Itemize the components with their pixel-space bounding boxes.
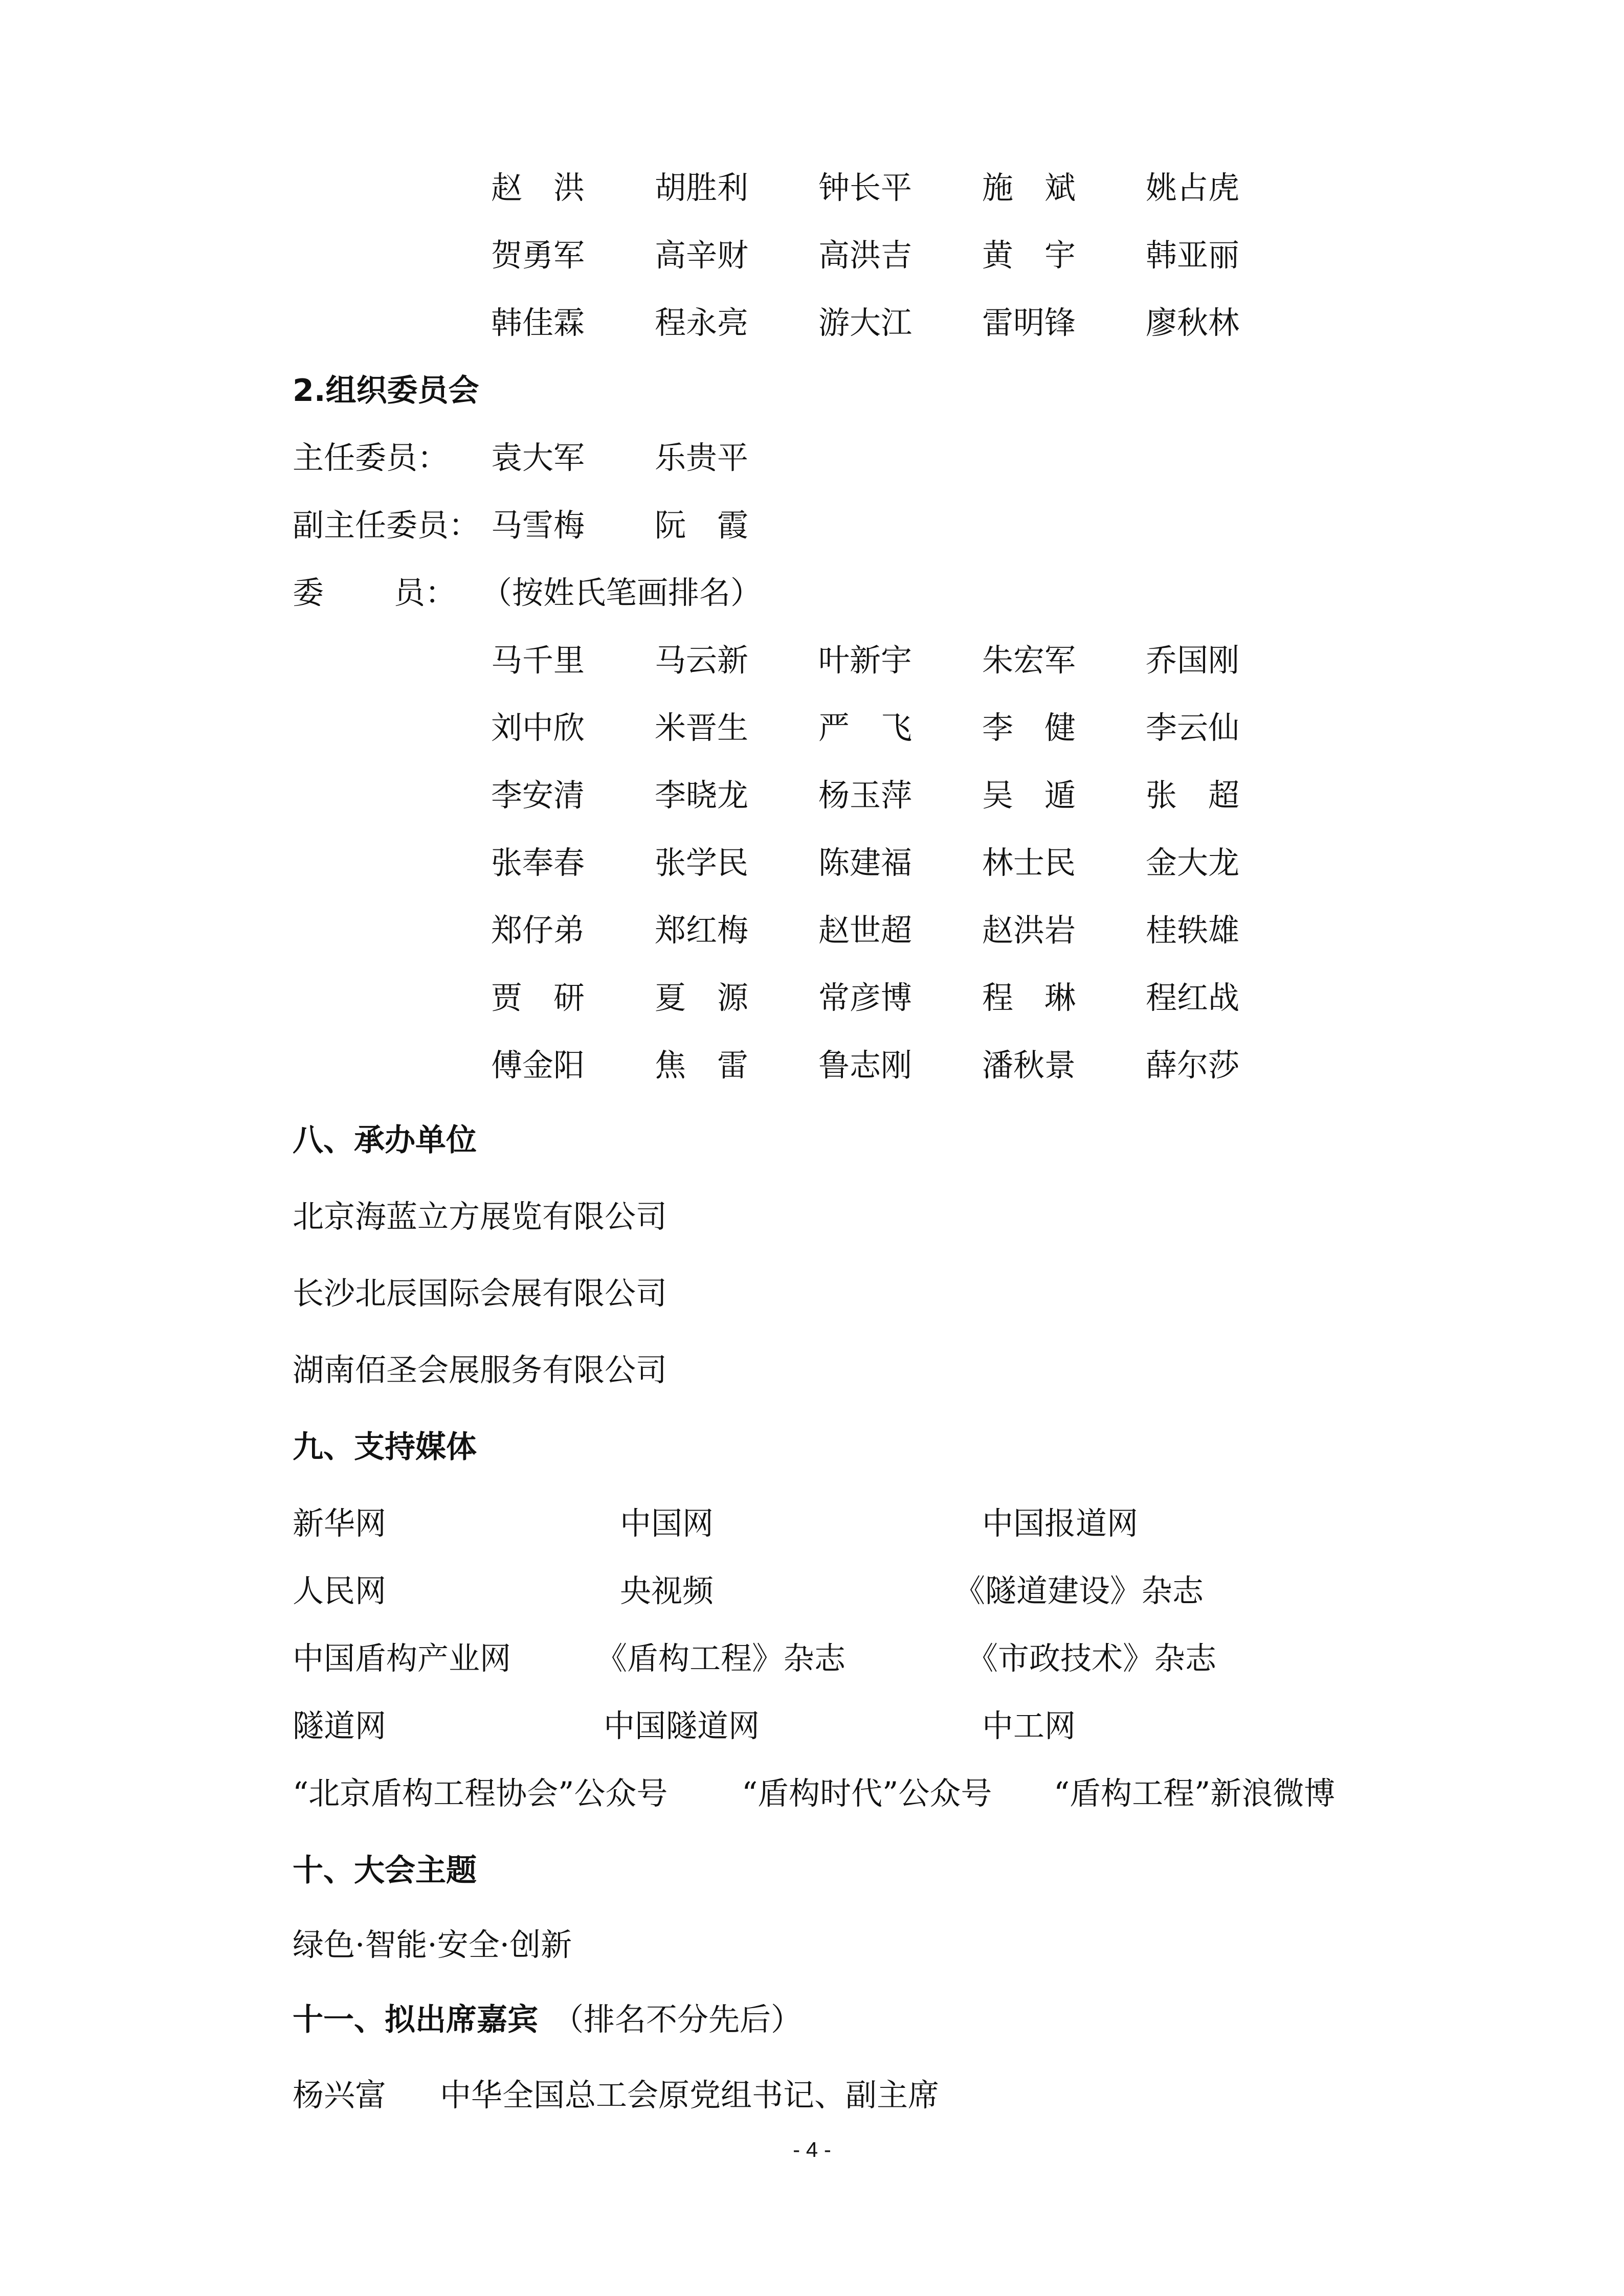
- member-name: 程 琳: [982, 980, 1076, 1016]
- member-name: 施 斌: [982, 170, 1076, 206]
- organizers-heading: [0, 1115, 1624, 1166]
- media-name: 中工网: [982, 1708, 1076, 1744]
- member-row: [0, 838, 1624, 889]
- members-label-first: 委: [293, 575, 324, 611]
- theme-heading: [0, 1845, 1624, 1896]
- theme-text: 绿色·智能·安全·创新: [293, 1927, 572, 1963]
- vice-chair-name: 阮 霞: [655, 507, 749, 544]
- member-name: 张学民: [655, 845, 749, 881]
- member-name: 朱宏军: [982, 642, 1076, 679]
- member-name: 傅金阳: [491, 1047, 585, 1084]
- vice-chair-label: 副主任委员：: [293, 507, 480, 544]
- member-name: 常彦博: [818, 980, 913, 1016]
- member-name: 李安清: [491, 777, 585, 814]
- member-name: 雷明锋: [982, 305, 1076, 341]
- committee-row: [0, 298, 1624, 349]
- media-row: [0, 1566, 1624, 1617]
- section-title: 2.组织委员会: [293, 373, 479, 409]
- member-name: 马云新: [655, 642, 749, 679]
- guest-name: 杨兴富: [293, 2077, 387, 2113]
- members-label-second: 员：: [394, 575, 457, 611]
- member-name: 李 健: [982, 710, 1076, 746]
- section-title: 九、支持媒体: [293, 1429, 477, 1465]
- organizer-name: 北京海蓝立方展览有限公司: [293, 1199, 668, 1235]
- organizer-item: [0, 1345, 1624, 1396]
- organizer-name: 长沙北辰国际会展有限公司: [293, 1275, 668, 1312]
- member-name: 姚占虎: [1146, 170, 1240, 206]
- media-name: 中国隧道网: [604, 1708, 760, 1744]
- member-name: 严 飞: [818, 710, 913, 746]
- member-name: 米晋生: [655, 710, 749, 746]
- guests-heading: [0, 1994, 1624, 2045]
- member-name: 潘秋景: [982, 1047, 1076, 1084]
- member-name: 赵 洪: [491, 170, 585, 206]
- media-name: 中国盾构产业网: [293, 1640, 511, 1677]
- chair-label: 主任委员：: [293, 440, 449, 476]
- media-row: [0, 1701, 1624, 1752]
- member-name: 郑仔弟: [491, 912, 585, 949]
- guests-heading-note: （排名不分先后）: [552, 2001, 803, 2038]
- member-name: 贺勇军: [491, 237, 585, 274]
- member-name: 叶新宇: [818, 642, 913, 679]
- member-name: 廖秋林: [1146, 305, 1240, 341]
- wechat-account: “北京盾构工程协会”公众号: [293, 1775, 668, 1812]
- chair-row: [0, 433, 1624, 484]
- member-name: 吴 遁: [982, 777, 1076, 814]
- member-row: [0, 770, 1624, 821]
- member-name: 焦 雷: [655, 1047, 749, 1084]
- member-name: 李晓龙: [655, 777, 749, 814]
- guest-row: [0, 2070, 1624, 2121]
- member-name: 游大江: [818, 305, 913, 341]
- media-name: 《盾构工程》杂志: [596, 1640, 846, 1677]
- member-name: 高辛财: [655, 237, 749, 274]
- member-name: 郑红梅: [655, 912, 749, 949]
- member-name: 韩佳霖: [491, 305, 585, 341]
- member-name: 杨玉萍: [818, 777, 913, 814]
- member-name: 张奉春: [491, 845, 585, 881]
- member-name: 胡胜利: [655, 170, 749, 206]
- member-row: [0, 1040, 1624, 1091]
- member-name: 韩亚丽: [1146, 237, 1240, 274]
- media-name: 《隧道建设》杂志: [954, 1573, 1204, 1609]
- media-row: [0, 1498, 1624, 1549]
- member-name: 程红战: [1146, 980, 1240, 1016]
- committee-row: [0, 230, 1624, 281]
- member-name: 金大龙: [1146, 845, 1240, 881]
- organizer-item: [0, 1191, 1624, 1243]
- media-name: 央视频: [620, 1573, 714, 1609]
- media-name: 中国报道网: [982, 1505, 1139, 1542]
- member-name: 刘中欣: [491, 710, 585, 746]
- member-row: [0, 635, 1624, 686]
- member-row: [0, 703, 1624, 754]
- section-title: 八、承办单位: [293, 1122, 477, 1158]
- member-name: 赵世超: [818, 912, 913, 949]
- media-name: 隧道网: [293, 1708, 387, 1744]
- chair-name: 袁大军: [491, 440, 585, 476]
- members-note: （按姓氏笔画排名）: [481, 575, 762, 611]
- vice-chair-name: 马雪梅: [491, 507, 585, 544]
- page-number: - 4 -: [793, 2137, 831, 2162]
- vice-chair-row: [0, 500, 1624, 551]
- member-row: [0, 905, 1624, 956]
- org-committee-heading: [0, 365, 1624, 416]
- member-name: 乔国刚: [1146, 642, 1240, 679]
- member-name: 钟长平: [818, 170, 913, 206]
- member-name: 陈建福: [818, 845, 913, 881]
- members-label-row: [0, 568, 1624, 619]
- media-name: 新华网: [293, 1505, 387, 1542]
- wechat-account: “盾构时代”公众号: [742, 1775, 992, 1812]
- organizer-name: 湖南佰圣会展服务有限公司: [293, 1352, 668, 1388]
- member-name: 程永亮: [655, 305, 749, 341]
- media-row: [0, 1633, 1624, 1684]
- member-name: 林士民: [982, 845, 1076, 881]
- media-social-row: [0, 1768, 1624, 1819]
- member-name: 夏 源: [655, 980, 749, 1016]
- chair-name: 乐贵平: [655, 440, 749, 476]
- media-name: 中国网: [620, 1505, 714, 1542]
- member-name: 赵洪岩: [982, 912, 1076, 949]
- media-name: 《市政技术》杂志: [967, 1640, 1217, 1677]
- member-name: 李云仙: [1146, 710, 1240, 746]
- organizer-item: [0, 1268, 1624, 1319]
- member-name: 薛尔莎: [1146, 1047, 1240, 1084]
- section-title: 十、大会主题: [293, 1853, 477, 1888]
- guest-title: 中华全国总工会原党组书记、副主席: [440, 2077, 940, 2113]
- member-row: [0, 973, 1624, 1024]
- member-name: 张 超: [1146, 777, 1240, 814]
- member-name: 贾 研: [491, 980, 585, 1016]
- section-title: 十一、拟出席嘉宾: [293, 2002, 538, 2038]
- member-name: 黄 宇: [982, 237, 1076, 274]
- member-name: 鲁志刚: [818, 1047, 913, 1084]
- media-name: 人民网: [293, 1573, 387, 1609]
- media-heading: [0, 1422, 1624, 1473]
- member-name: 桂轶雄: [1146, 912, 1240, 949]
- weibo-account: “盾构工程”新浪微博: [1054, 1775, 1336, 1812]
- committee-row: [0, 163, 1624, 214]
- theme-row: [0, 1920, 1624, 1971]
- member-name: 高洪吉: [818, 237, 913, 274]
- member-name: 马千里: [491, 642, 585, 679]
